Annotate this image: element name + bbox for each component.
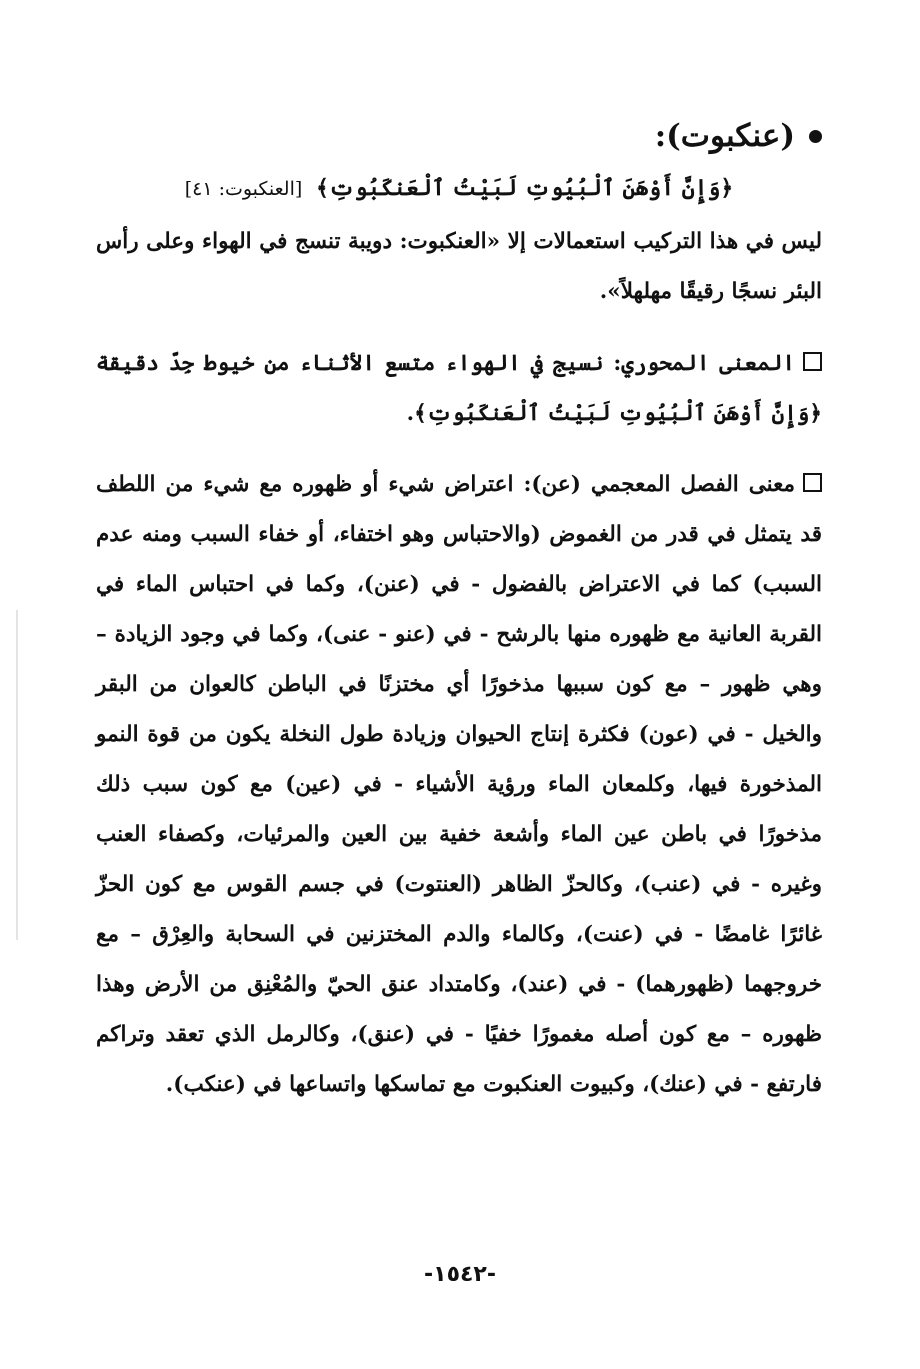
checkbox-square-icon	[803, 473, 822, 492]
quran-verse	[96, 166, 822, 211]
checkbox-square-icon	[803, 352, 822, 371]
verse-text: ﴿وَإِنَّ أَوْهَنَ ٱلْبُيُوتِ لَبَيْتُ ٱلْعَنكَبُوتِ﴾	[315, 175, 734, 201]
central-meaning-text: المعنى المحوري: نسيج في الهواء متسع الأثناء من خيوط جِدّ دقيقة	[96, 350, 795, 376]
central-meaning-paragraph	[96, 339, 822, 439]
entry-heading	[96, 112, 822, 160]
verse-reference: [العنكبوت: ٤١]	[184, 178, 303, 200]
bullet-icon	[809, 130, 822, 143]
intro-paragraph: ليس في هذا التركيب استعمالات إلا «العنكبوت: دويبة تنسج في الهواء وعلى رأس البئر نسجًا رقيقًا مهلهلاً».	[96, 229, 822, 304]
lexical-meaning-text: معنى الفصل المعجمي (عن): اعتراض شيء أو ظهوره مع شيء من اللطف قد يتمثل في قدر من الغموض (والاحتباس وهو اختفاء، أو خفاء السبب ومنه عدم السبب) كما في الاعتراض بالفضول - في (عنن)، وكما في احتباس الماء في القربة العانية مع ظهوره منها بالرشح - في (عنو - عنى)، وكما في وجود الزيادة – وهي ظهور – مع كون سببها مذخورًا أي مختزنًا في الباطن كالعوان من البقر والخيل - في (عون) فكثرة إنتاج الحيوان وزيادة طول النخلة يكون من قوة النمو المذخورة فيها، وكلمعان الماء ورؤية الأشياء - في (عين) مع كون سبب ذلك مذخورًا في باطن عين الماء وأشعة خفية بين العين والمرئيات، وكصفاء العنب وغيره - في (عنب)، وكالحزّ الظاهر (العنتوت) في جسم القوس مع كون الحزّ غائرًا غامضًا - في (عنت)، وكالماء والدم المختزنين في السحابة والعِرْق – مع خروجهما (ظهورهما) - في (عند)، وكامتداد عنق الحيّ والمُعْنِق من الأرض وهذا ظهوره – مع كون أصله مغمورًا خفيًا - في (عنق)، وكالرمل الذي تعقد وتراكم فارتفع - في (عنك)، وكبيوت العنكبوت مع تماسكها واتساعها في (عنكب).	[96, 472, 822, 1097]
central-meaning-verse: ﴿وَإِنَّ أَوْهَنَ ٱلْبُيُوتِ لَبَيْتُ ٱلْعَنكَبُوتِ﴾.	[406, 400, 822, 426]
entry-title: (عنكبوت):	[654, 118, 795, 154]
page-number: -١٥٤٢-	[424, 1262, 496, 1287]
scan-margin-line	[16, 610, 18, 940]
lexical-meaning-paragraph	[96, 460, 822, 1110]
page-content	[96, 112, 822, 1132]
